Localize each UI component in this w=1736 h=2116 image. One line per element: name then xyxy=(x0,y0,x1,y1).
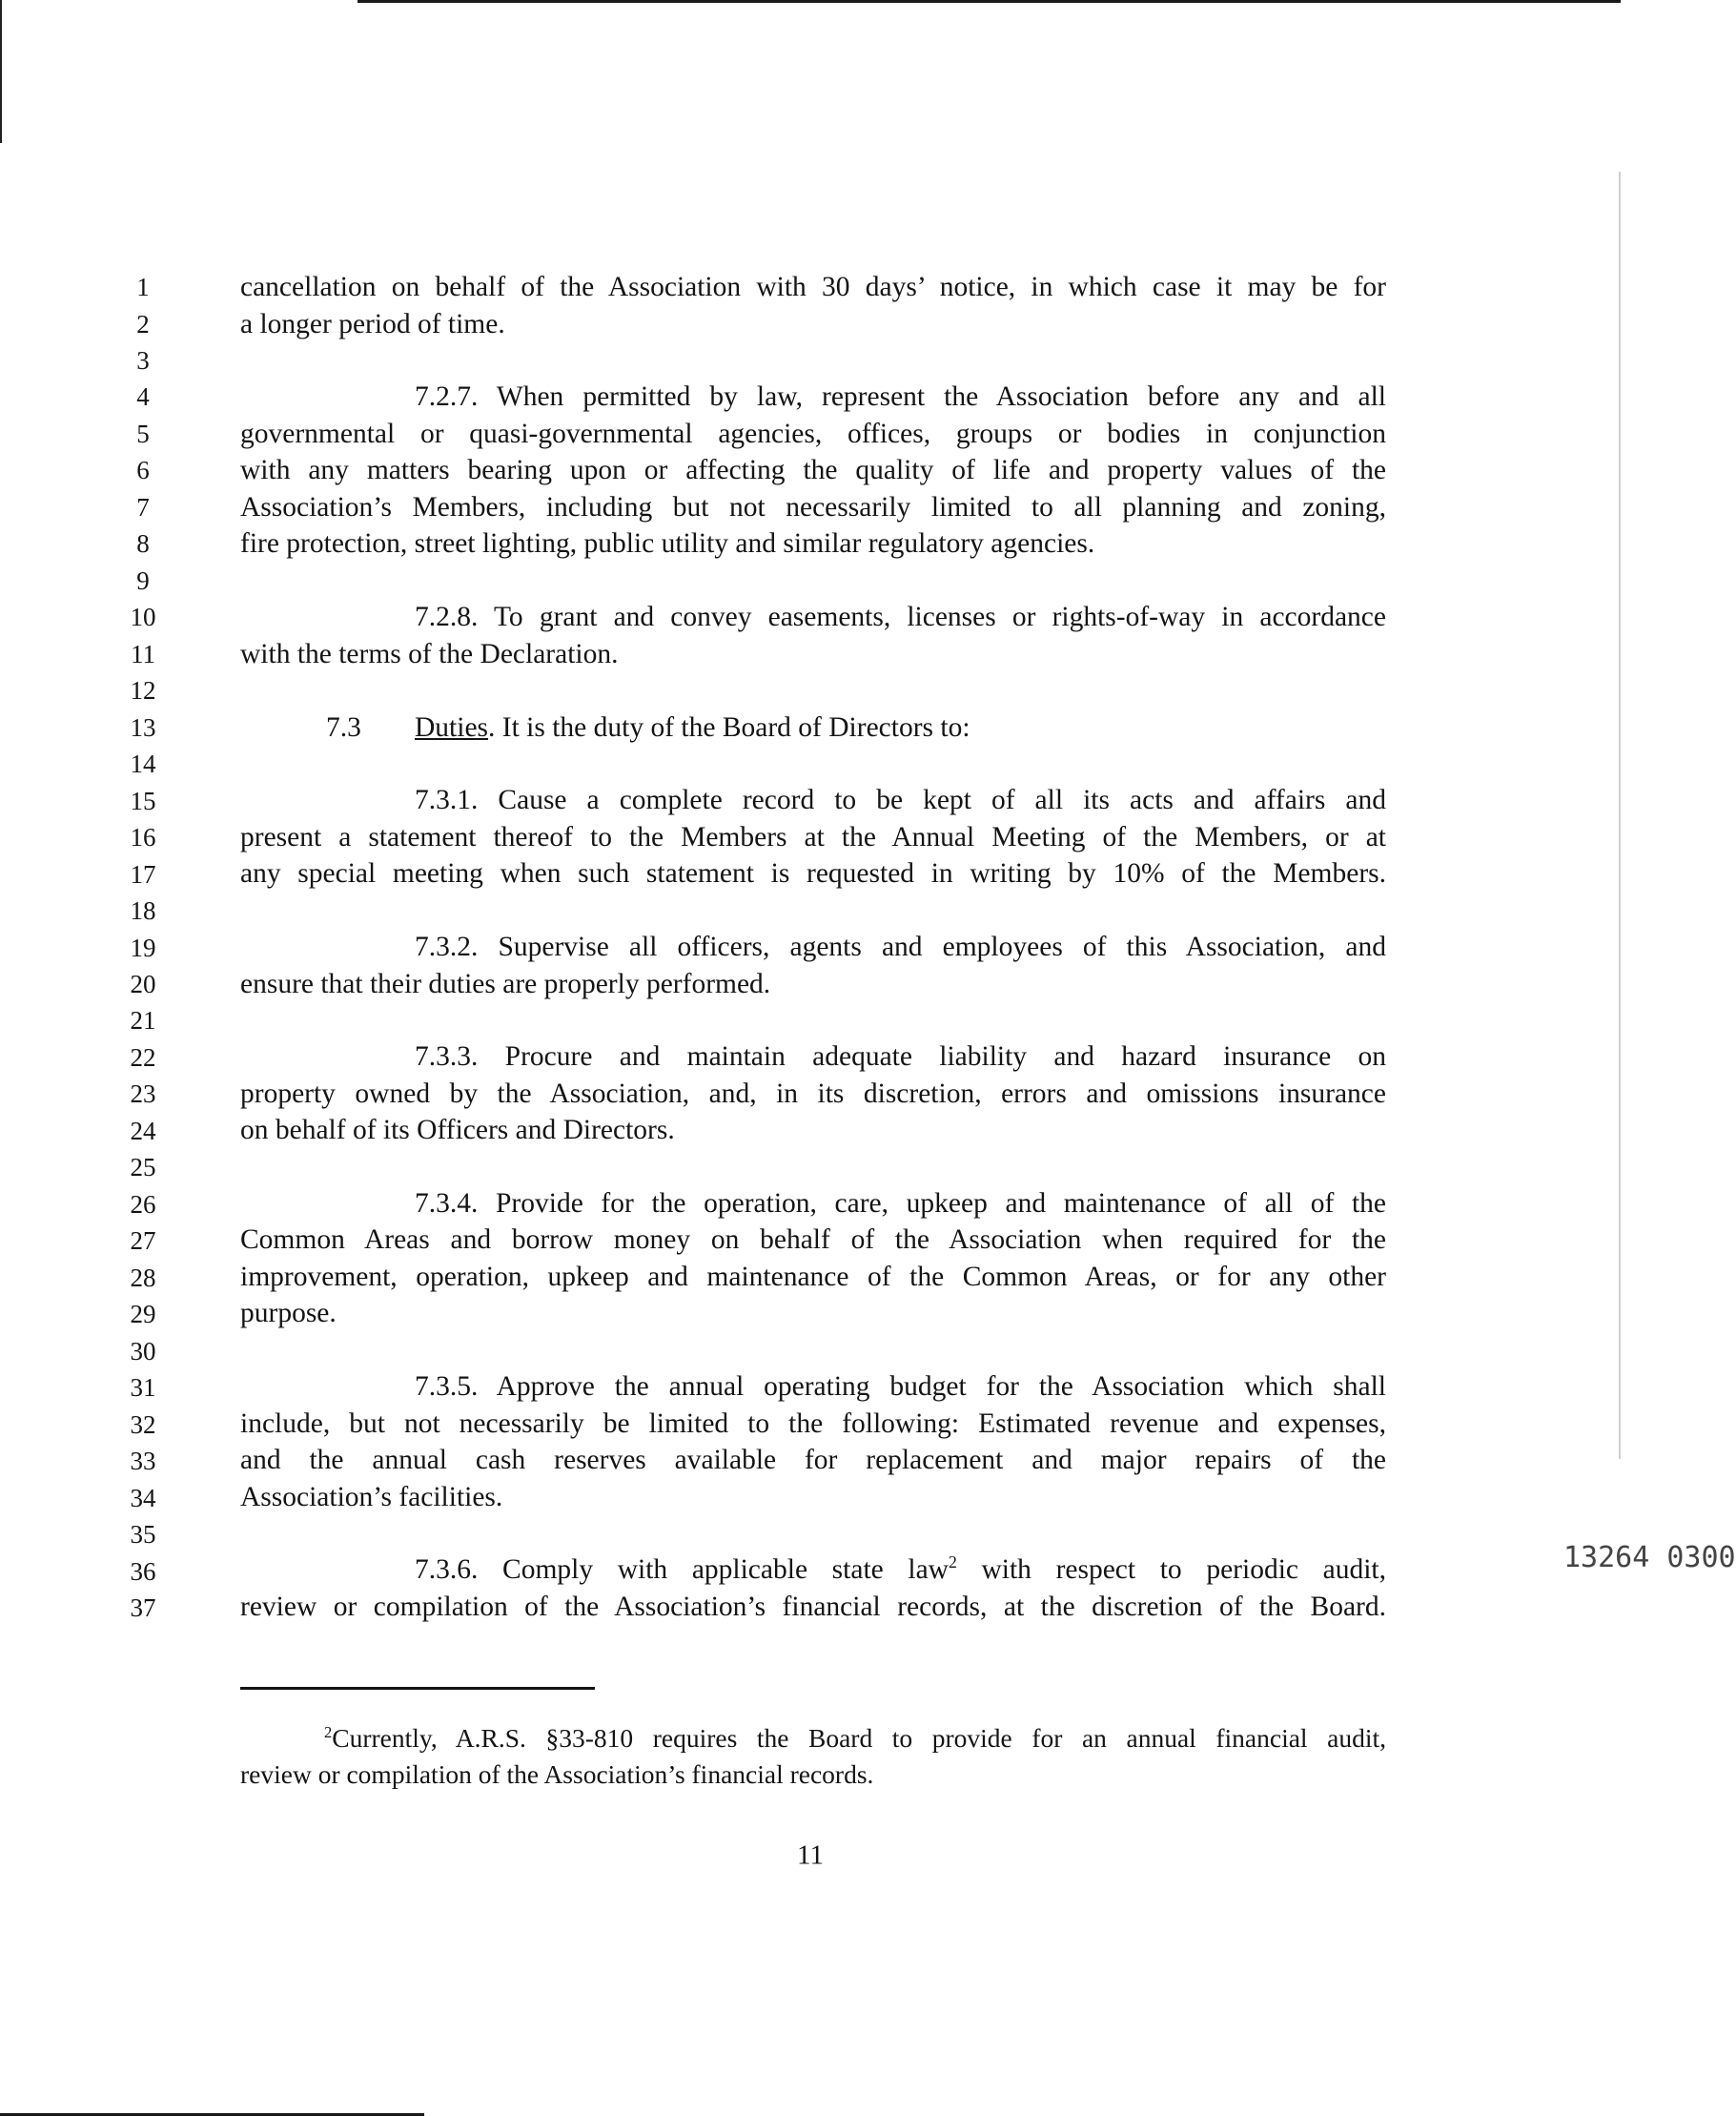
line-number: 36 xyxy=(130,1556,156,1586)
footnote-line-2: review or compilation of the Association’s financial records. xyxy=(240,1759,874,1789)
line-number: 29 xyxy=(130,1300,156,1329)
text-line-27: Common Areas and borrow money on behalf of the Association when required for the xyxy=(240,1224,1386,1255)
line-number: 9 xyxy=(136,565,150,595)
text-line-7: Association’s Members, including but not necessarily limited to all planning and zoning, xyxy=(240,492,1386,523)
text-line-32: include, but not necessarily be limited to the following: Estimated revenue and expenses, xyxy=(240,1408,1386,1439)
line-number: 24 xyxy=(130,1116,156,1145)
line-number: 31 xyxy=(130,1373,156,1403)
line-number: 1 xyxy=(136,273,150,301)
text-line-26: 7.3.4. Provide for the operation, care, upkeep and maintenance of all of the xyxy=(415,1188,1386,1219)
text-line-4: 7.2.7. When permitted by law, represent the Association before any and all xyxy=(415,381,1386,412)
line-number: 6 xyxy=(136,456,150,485)
text-line-33: and the annual cash reserves available for replacement and major repairs of the xyxy=(240,1445,1386,1475)
line-number: 15 xyxy=(130,786,156,815)
line-number: 35 xyxy=(130,1520,156,1549)
line-number: 34 xyxy=(130,1483,156,1512)
text-line-17: any special meeting when such statement is requested in writing by 10% of the Members. xyxy=(240,858,1386,889)
text-line-31: 7.3.5. Approve the annual operating budget for the Association which shall xyxy=(415,1371,1386,1402)
line-number: 33 xyxy=(130,1447,156,1475)
section-heading-rest: . It is the duty of the Board of Directors to: xyxy=(488,712,970,743)
line-number: 25 xyxy=(130,1153,156,1182)
section-number: 7.3 xyxy=(326,712,361,743)
line-number: 27 xyxy=(130,1226,156,1256)
line-number: 19 xyxy=(130,933,156,962)
line-number: 4 xyxy=(136,382,150,412)
footnote-text-1: Currently, A.R.S. §33-810 requires the Board to provide for an annual financial audit, xyxy=(332,1723,1386,1753)
text-line-22: 7.3.3. Procure and maintain adequate liability and hazard insurance on xyxy=(415,1041,1386,1072)
line-number: 3 xyxy=(136,345,150,375)
line-number: 30 xyxy=(130,1336,156,1366)
text-line-34: Association’s facilities. xyxy=(240,1482,503,1512)
text-line-36-b: with respect to periodic audit, xyxy=(956,1554,1386,1585)
footnote-marker: 2 xyxy=(324,1722,333,1741)
scan-edge-top xyxy=(357,0,1621,3)
text-line-23: property owned by the Association, and, in its discretion, errors and omissions insurance xyxy=(240,1079,1386,1109)
text-line-28: improvement, operation, upkeep and maintenance of the Common Areas, or for any other xyxy=(240,1262,1386,1292)
text-line-36 xyxy=(415,1552,1386,1587)
text-line-29: purpose. xyxy=(240,1298,337,1328)
line-number: 11 xyxy=(131,639,155,668)
text-line-24: on behalf of its Officers and Directors. xyxy=(240,1115,675,1145)
recording-stamp: 13264 0300 xyxy=(1563,1541,1736,1574)
text-line-2: a longer period of time. xyxy=(240,309,505,339)
line-number: 17 xyxy=(130,859,156,889)
line-number: 8 xyxy=(136,529,150,559)
line-number: 23 xyxy=(130,1079,156,1109)
line-number: 16 xyxy=(130,823,156,852)
section-heading-line xyxy=(415,710,970,745)
footnote-line-1 xyxy=(324,1722,1386,1755)
text-line-20: ensure that their duties are properly performed. xyxy=(240,969,771,999)
text-line-15: 7.3.1. Cause a complete record to be kept of all its acts and affairs and xyxy=(415,785,1386,815)
line-number: 5 xyxy=(136,419,150,448)
line-number: 2 xyxy=(136,309,150,339)
section-heading: Duties xyxy=(415,712,489,743)
footnote-rule xyxy=(240,1687,595,1690)
line-number: 32 xyxy=(130,1409,156,1439)
text-line-1: cancellation on behalf of the Association with 30 days’ notice, in which case it may be for xyxy=(240,272,1386,302)
text-line-8: fire protection, street lighting, public utility and similar regulatory agencies. xyxy=(240,528,1095,559)
text-line-10: 7.2.8. To grant and convey easements, licenses or rights-of-way in accordance xyxy=(415,602,1386,632)
line-number: 37 xyxy=(130,1592,156,1622)
footnote-ref: 2 xyxy=(948,1552,957,1572)
text-line-6: with any matters bearing upon or affecting the quality of life and property values of the xyxy=(240,455,1386,485)
text-line-16: present a statement thereof to the Members at the Annual Meeting of the Members, or at xyxy=(240,822,1386,853)
line-number: 14 xyxy=(130,750,156,779)
page-number: 11 xyxy=(797,1839,824,1871)
text-line-37: review or compilation of the Association’s financial records, at the discretion of the Board. xyxy=(240,1592,1386,1622)
line-number: 12 xyxy=(130,676,156,706)
line-number: 28 xyxy=(130,1263,156,1292)
line-number: 10 xyxy=(130,603,156,632)
line-number: 20 xyxy=(130,969,156,998)
line-number: 7 xyxy=(136,492,150,522)
scan-edge-right xyxy=(1619,172,1621,1459)
line-number: 26 xyxy=(130,1189,156,1219)
line-number: 22 xyxy=(130,1042,156,1072)
line-number: 21 xyxy=(130,1006,156,1036)
text-line-11: with the terms of the Declaration. xyxy=(240,639,619,669)
scan-edge-left xyxy=(0,0,2,143)
text-line-5: governmental or quasi-governmental agencies, offices, groups or bodies in conjunction xyxy=(240,419,1386,449)
line-number: 18 xyxy=(130,896,156,925)
text-line-36-a: 7.3.6. Comply with applicable state law xyxy=(415,1554,949,1585)
line-number: 13 xyxy=(130,712,156,742)
text-line-19: 7.3.2. Supervise all officers, agents and employees of this Association, and xyxy=(415,932,1386,962)
